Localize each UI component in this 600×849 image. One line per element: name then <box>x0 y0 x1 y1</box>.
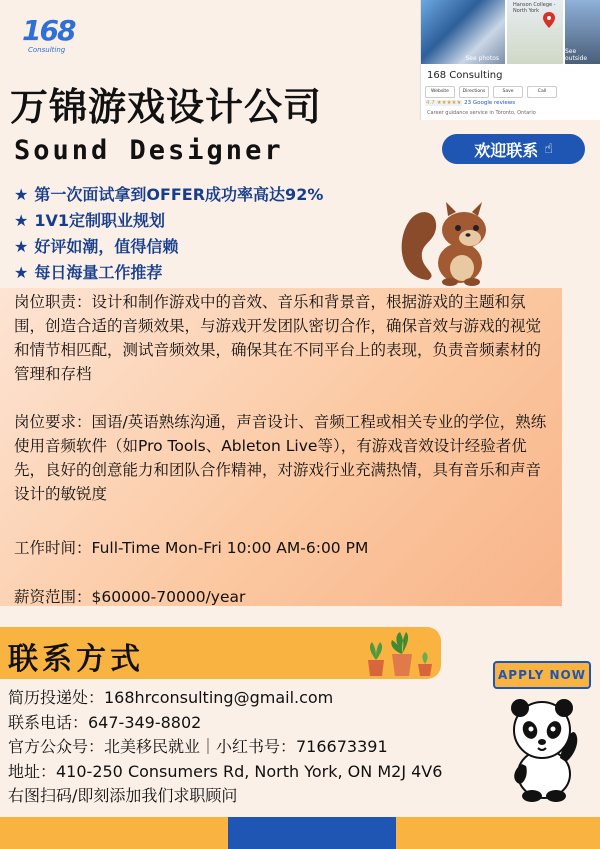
directions-button[interactable]: Directions <box>459 86 489 98</box>
social-accounts-line: 官方公众号：北美移民就业｜小红书号：716673391 <box>8 737 388 756</box>
perk-text: 每日海量工作推荐 <box>34 263 163 282</box>
map-pin-icon <box>507 0 563 64</box>
panda-illustration <box>496 692 596 802</box>
business-description: Career guidance service in Toronto, Ontario <box>427 110 536 116</box>
save-button[interactable]: Save <box>493 86 523 98</box>
potted-plants-illustration <box>362 630 438 678</box>
see-photos-label[interactable]: See photos <box>465 55 499 62</box>
perk-item <box>14 234 323 260</box>
rating-stars: ★★★★★ <box>436 100 462 106</box>
see-outside-label[interactable]: See outside <box>565 48 588 62</box>
map-label: Hanson College - North York <box>513 2 556 14</box>
perk-text: 第一次面试拿到OFFER成功率高达92% <box>34 185 324 204</box>
reviews-link[interactable]: 23 Google reviews <box>464 100 516 106</box>
website-button[interactable]: Website <box>425 86 455 98</box>
logo-subtitle: Consulting <box>28 46 66 54</box>
rating-row <box>425 100 515 106</box>
contact-title: 联系方式 <box>8 642 144 677</box>
contact-us-label: 欢迎联系 <box>474 140 539 160</box>
logo-number: 168 <box>22 14 75 47</box>
star-icon: ★ <box>14 185 29 204</box>
perk-item <box>14 182 323 208</box>
perk-item <box>14 208 323 234</box>
address-line: 地址：410-250 Consumers Rd, North York, ON M2J 4V6 <box>8 761 443 781</box>
perk-item <box>14 260 323 286</box>
apply-now-button[interactable]: APPLY NOW <box>493 661 591 689</box>
map-thumbnail[interactable] <box>507 0 563 64</box>
job-title: Sound Designer <box>14 135 284 166</box>
work-hours: 工作时间：Full-Time Mon-Fri 10:00 AM-6:00 PM <box>14 539 369 557</box>
job-requirements: 岗位要求：国语/英语熟练沟通，声音设计、音频工程或相关专业的学位，熟练使用音频软件（如Pro Tools、Ableton Live等），有游戏音效设计经验者优先，良好的创意能力和团队合作精神，对游戏行业充满热情，具有音乐和声音设计的敏锐度 <box>14 413 547 503</box>
star-icon: ★ <box>14 211 29 230</box>
contact-info-list <box>8 686 442 809</box>
star-icon: ★ <box>14 263 29 282</box>
job-duties: 岗位职责：设计和制作游戏中的音效、音乐和背景音，根据游戏的主题和氛围，创造合适的音频效果，与游戏开发团队密切合作，确保音效与游戏的视觉和情节相匹配，测试音频效果，确保其在不同平台上的表现，负责音频素材的管理和存档 <box>14 293 542 383</box>
business-name: 168 Consulting <box>427 70 503 81</box>
resume-email-line[interactable]: 简历投递处：168hrconsulting@gmail.com <box>8 688 334 707</box>
call-button[interactable]: Call <box>527 86 557 98</box>
footer-center-block <box>228 817 396 849</box>
phone-line[interactable]: 联系电话：647-349-8802 <box>8 712 202 732</box>
building-photo[interactable] <box>421 0 505 64</box>
company-name: 万锦游戏设计公司 <box>10 85 323 129</box>
salary-range: 薪资范围：$60000-70000/year <box>14 588 246 606</box>
job-description-panel <box>0 288 562 606</box>
scan-qr-line: 右图扫码/即刻添加我们求职顾问 <box>8 786 238 805</box>
perks-list <box>14 182 323 286</box>
perk-text: 好评如潮，值得信赖 <box>34 237 179 256</box>
pointing-hand-icon: ☝ <box>544 141 553 157</box>
contact-us-button[interactable] <box>442 134 585 164</box>
star-icon: ★ <box>14 237 29 256</box>
rating-value: 4.7 <box>426 100 435 106</box>
outside-photo[interactable] <box>565 0 600 64</box>
google-business-card[interactable] <box>420 0 600 120</box>
company-logo <box>18 12 76 58</box>
squirrel-illustration <box>398 188 498 288</box>
perk-text: 1V1定制职业规划 <box>34 211 165 230</box>
